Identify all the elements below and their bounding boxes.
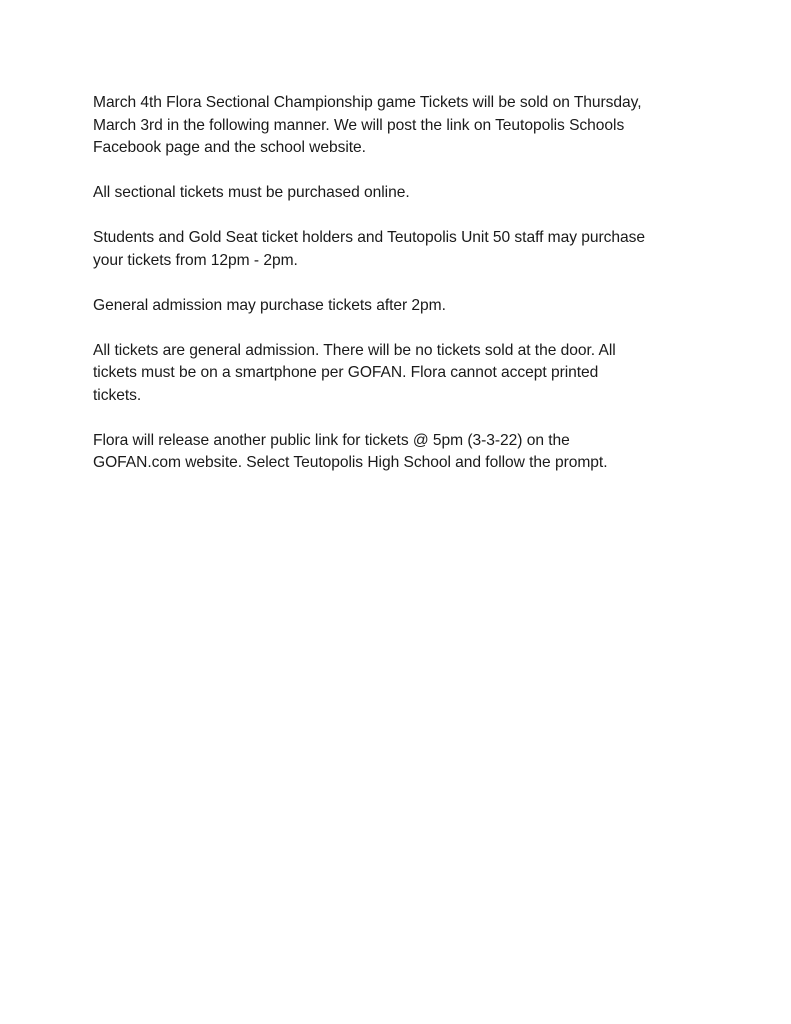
text-line: tickets. bbox=[93, 386, 142, 404]
paragraph-ticket-rules bbox=[93, 340, 733, 408]
text-line: tickets must be on a smartphone per GOFAN. Flora cannot accept printed bbox=[93, 364, 599, 381]
text-line: Flora will release another public link for tickets @ 5pm (3-3-22) on the bbox=[93, 431, 570, 449]
text-line: Facebook page and the school website. bbox=[93, 139, 366, 156]
paragraph-online-purchase bbox=[93, 182, 733, 205]
paragraph-priority-purchase bbox=[93, 227, 733, 272]
text-line: All sectional tickets must be purchased online. bbox=[93, 184, 410, 201]
paragraph-general-admission bbox=[93, 295, 733, 318]
text-line: March 4th Flora Sectional Championship game Tickets will be sold on Thursday, bbox=[93, 94, 642, 111]
text-line: March 3rd in the following manner. We will post the link on Teutopolis Schools bbox=[93, 116, 625, 134]
paragraph-ticket-sale-intro bbox=[93, 92, 733, 160]
text-line: All tickets are general admission. There will be no tickets sold at the door. All bbox=[93, 341, 616, 359]
document-body bbox=[93, 92, 733, 497]
text-line: GOFAN.com website. Select Teutopolis High School and follow the prompt. bbox=[93, 454, 608, 471]
paragraph-public-link bbox=[93, 430, 733, 475]
text-line: your tickets from 12pm - 2pm. bbox=[93, 251, 298, 269]
text-line: General admission may purchase tickets after 2pm. bbox=[93, 296, 446, 314]
text-line: Students and Gold Seat ticket holders and Teutopolis Unit 50 staff may purchase bbox=[93, 229, 645, 246]
